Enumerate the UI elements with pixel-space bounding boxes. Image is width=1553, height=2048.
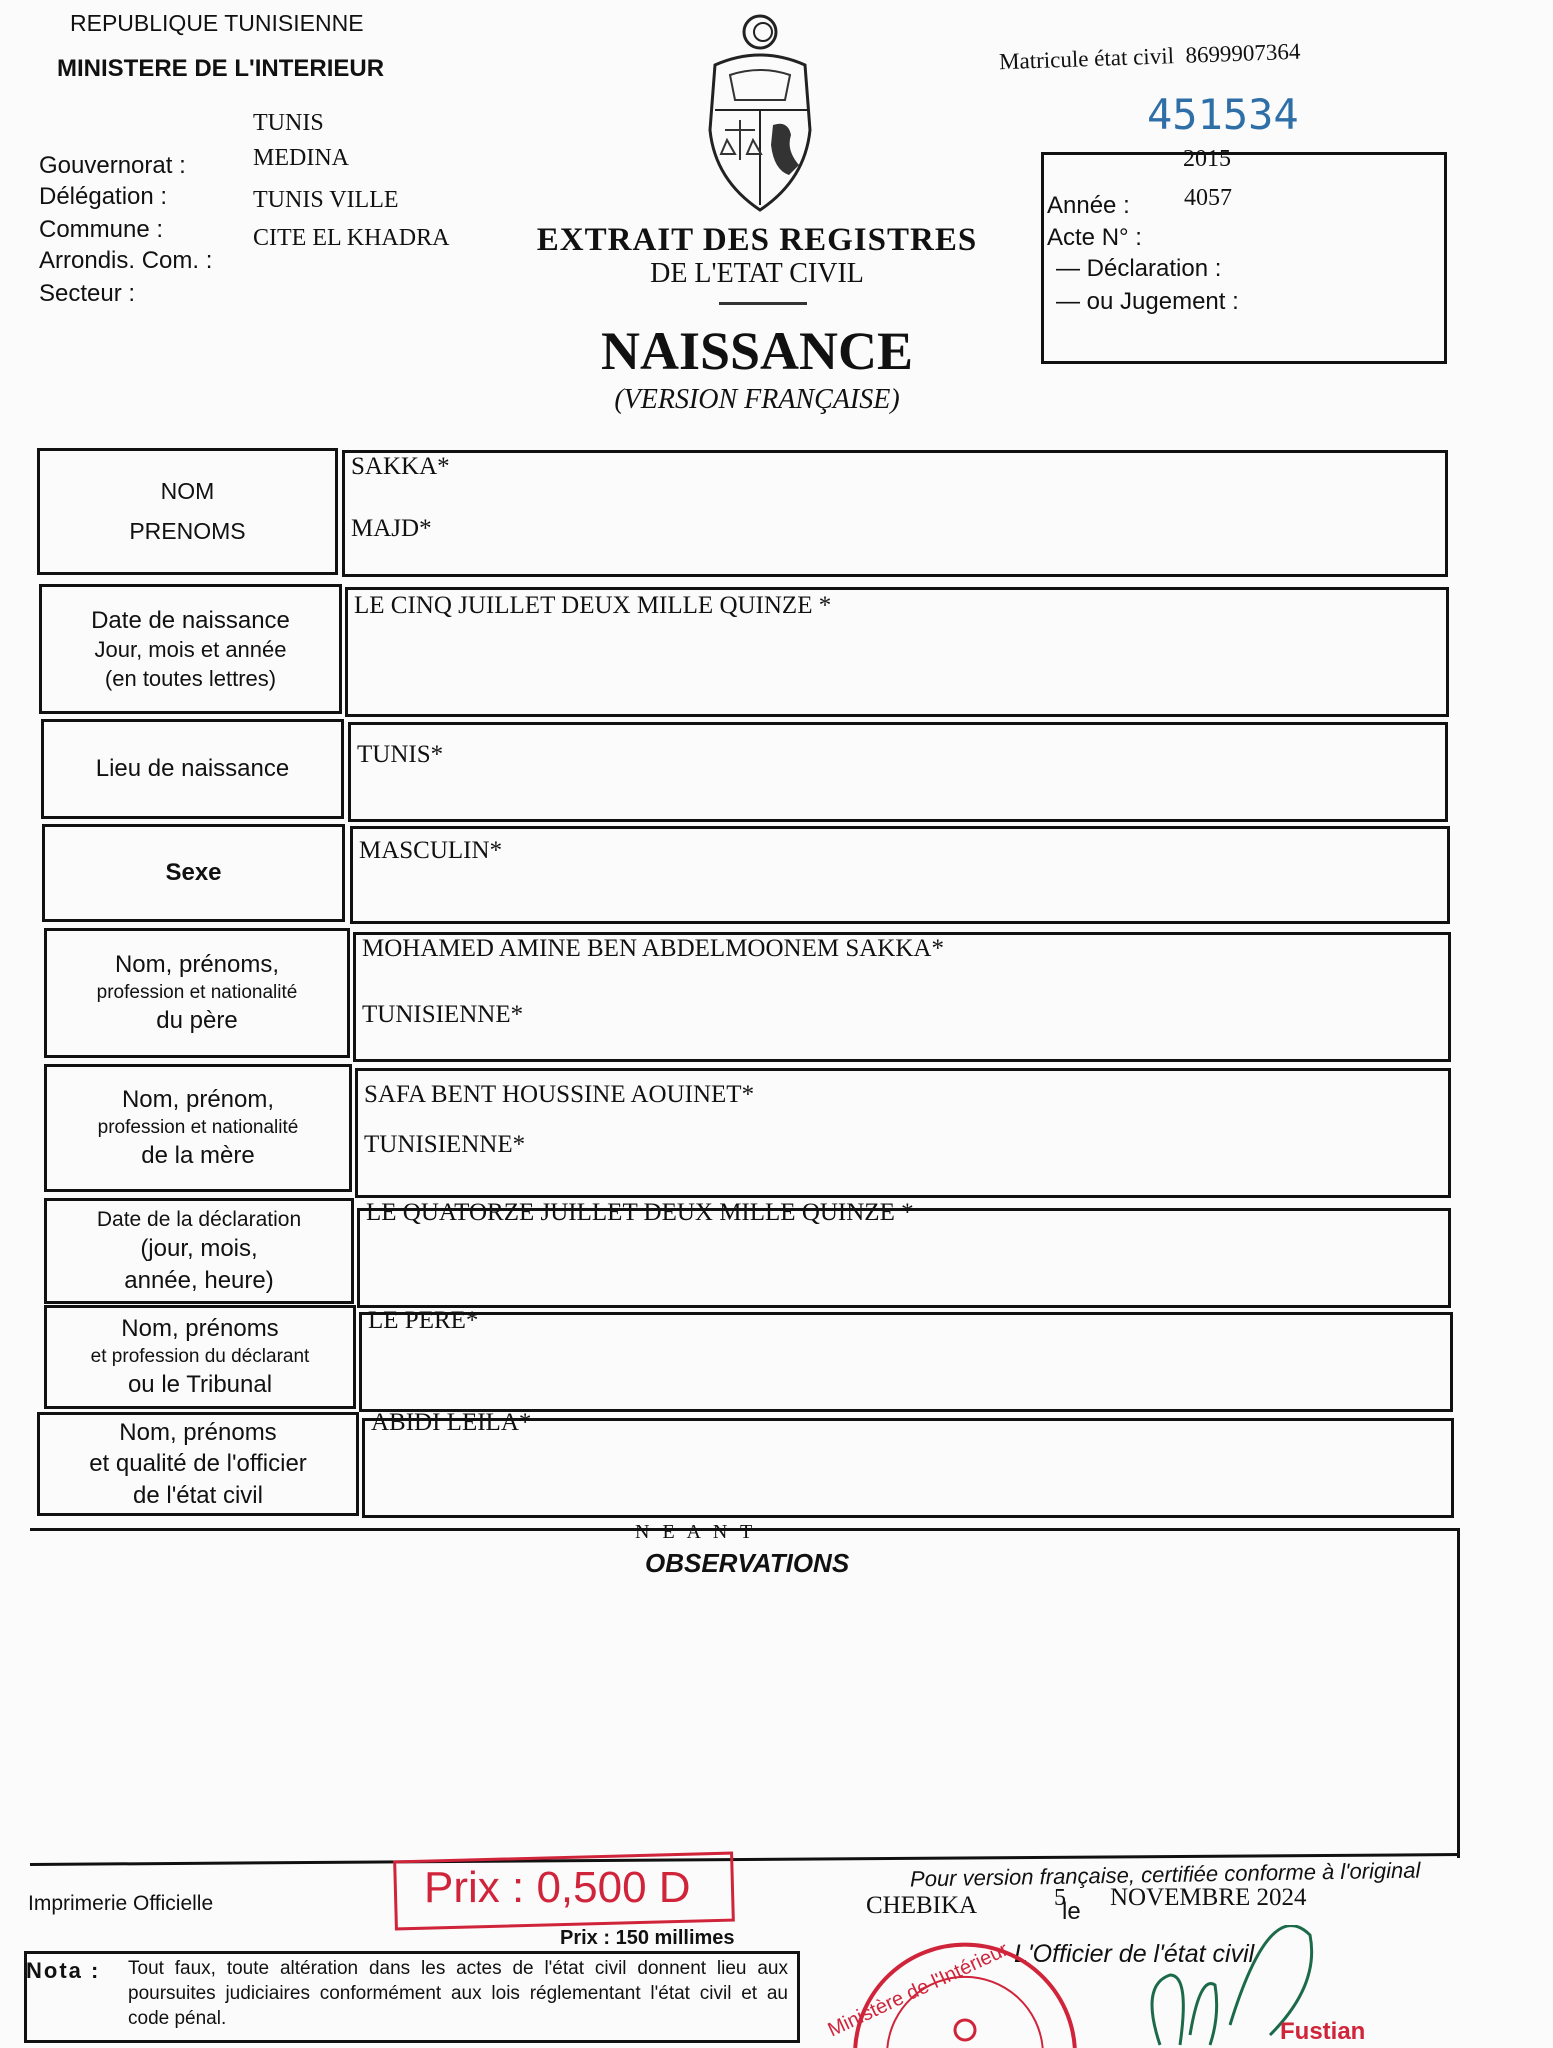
label-line: et qualité de l'officier [89,1450,307,1478]
label-officier [37,1412,359,1516]
label-sexe [42,824,345,922]
label-line: Date de la déclaration [96,1208,302,1232]
label-declarant [44,1305,356,1409]
matricule [999,39,1301,76]
value-line: ABIDI LEILA* [371,1409,532,1436]
arrondissement-label: Arrondis. Com. : [39,247,213,274]
day: 5 [1054,1885,1066,1911]
label-date-naissance [39,584,342,714]
label-line: année, heure) [124,1266,274,1294]
label-line: Date de naissance [91,606,290,634]
value-line: SAFA BENT HOUSSINE AOUINET* [364,1081,755,1108]
secteur-label: Secteur : [39,280,136,307]
observations-neant: N E A N T [635,1521,757,1543]
document-type: NAISSANCE [600,321,914,381]
printed-price: Prix : 150 millimes [560,1927,735,1949]
label-nom-prenoms [37,448,338,575]
seal-text: Ministère de l'Intérieur [824,1938,1012,2042]
republic-name: REPUBLIQUE TUNISIENNE [70,10,364,36]
delegation-label: Délégation : [39,183,168,210]
value-line: TUNISIENNE* [364,1131,526,1158]
value-nom: SAKKA* [351,453,450,480]
acte-label: Acte N° : [1047,224,1142,251]
nota-label: Nota : [26,1958,101,1983]
price-stamp-text: Prix : 0,500 D [424,1863,691,1912]
title-line1: EXTRAIT DES REGISTRES [536,222,978,258]
le-label: le [1062,1898,1081,1925]
value-date-declaration [357,1199,1451,1308]
value-line: TUNIS* [357,741,444,768]
value-date-naissance [345,587,1449,717]
jugement-label: — ou Jugement : [1056,288,1239,315]
label-mere [44,1064,352,1192]
label-line: Sexe [165,859,222,887]
value-nom-prenoms [342,450,1448,577]
acte-number-value: 4057 [1184,185,1232,211]
value-declarant [359,1307,1453,1412]
label-lieu-naissance [41,719,344,819]
label-line: de l'état civil [133,1481,263,1509]
label-line: ou le Tribunal [127,1371,273,1399]
declaration-label: — Déclaration : [1056,255,1222,282]
label-line: profession et nationalité [96,981,298,1003]
certified-label: Pour version française, certifiée conforme à l'original [909,1857,1421,1892]
value-mere [355,1068,1451,1198]
date: NOVEMBRE 2024 [1110,1884,1307,1911]
label-line: Nom, prénom, [121,1086,275,1114]
matricule-label: Matricule état civil [998,43,1175,75]
value-prenoms: MAJD* [351,515,432,542]
value-line: LE QUATORZE JUILLET DEUX MILLE QUINZE * [366,1199,914,1226]
label-pere [44,928,350,1058]
label-line: Nom, prénoms, [114,951,280,979]
label-line: profession et nationalité [97,1116,299,1138]
value-line: MOHAMED AMINE BEN ABDELMOONEM SAKKA* [362,935,944,962]
stamped-number: 451534 [1147,90,1299,139]
annee-label: Année : [1047,192,1130,219]
value-line: TUNISIENNE* [362,1001,524,1028]
gouvernorat-value: MEDINA [253,145,349,171]
label-line: Nom, prénoms [121,1315,279,1343]
value-line: LE CINQ JUILLET DEUX MILLE QUINZE * [354,592,832,619]
tunisia-coat-of-arms-icon [695,10,825,215]
delegation-value: TUNIS VILLE [253,187,399,213]
value-sexe [350,826,1450,924]
title-line2: DE L'ETAT CIVIL [650,258,864,289]
signature-name: Fustian [1280,2018,1366,2045]
value-line: LE PERE* [368,1307,479,1334]
label-line: du père [156,1007,238,1035]
officer-label: L'Officier de l'état civil [1014,1940,1255,1968]
printer-label: Imprimerie Officielle [28,1892,214,1915]
label-line: Nom, prénoms [119,1419,277,1447]
value-line: MASCULIN* [359,837,503,864]
place: CHEBIKA [866,1892,978,1919]
label-prenoms: PRENOMS [129,517,246,544]
official-seal-icon [845,1930,1085,2048]
label-line: de la mère [141,1142,255,1170]
commune-label: Commune : [39,216,164,243]
label-line: et profession du déclarant [90,1345,310,1367]
value-lieu-naissance [348,722,1448,822]
nota-text: Tout faux, toute altération dans les actes de l'état civil donnent lieu aux poursuites judiciaires conformément aux lois réglementant l'état civil et au code pénal. [128,1958,788,2029]
version-label: (VERSION FRANÇAISE) [614,384,900,415]
value-officier [362,1409,1454,1518]
title-divider [719,302,807,305]
label-line: (jour, mois, [140,1235,258,1263]
label-nom: NOM [160,478,215,505]
observations-title: OBSERVATIONS [645,1548,850,1578]
gouvernorat-label: Gouvernorat : [39,152,186,179]
region-value: TUNIS [253,110,324,136]
year-value: 2015 [1183,146,1231,172]
label-line: Lieu de naissance [95,755,290,783]
label-line: Jour, mois et année [94,637,287,662]
matricule-value: 8699907364 [1185,38,1301,68]
label-date-declaration [44,1198,354,1304]
commune-value: CITE EL KHADRA [253,225,450,251]
label-line: (en toutes lettres) [104,665,277,691]
value-pere [353,932,1451,1062]
ministry-name: MINISTERE DE L'INTERIEUR [57,55,385,82]
